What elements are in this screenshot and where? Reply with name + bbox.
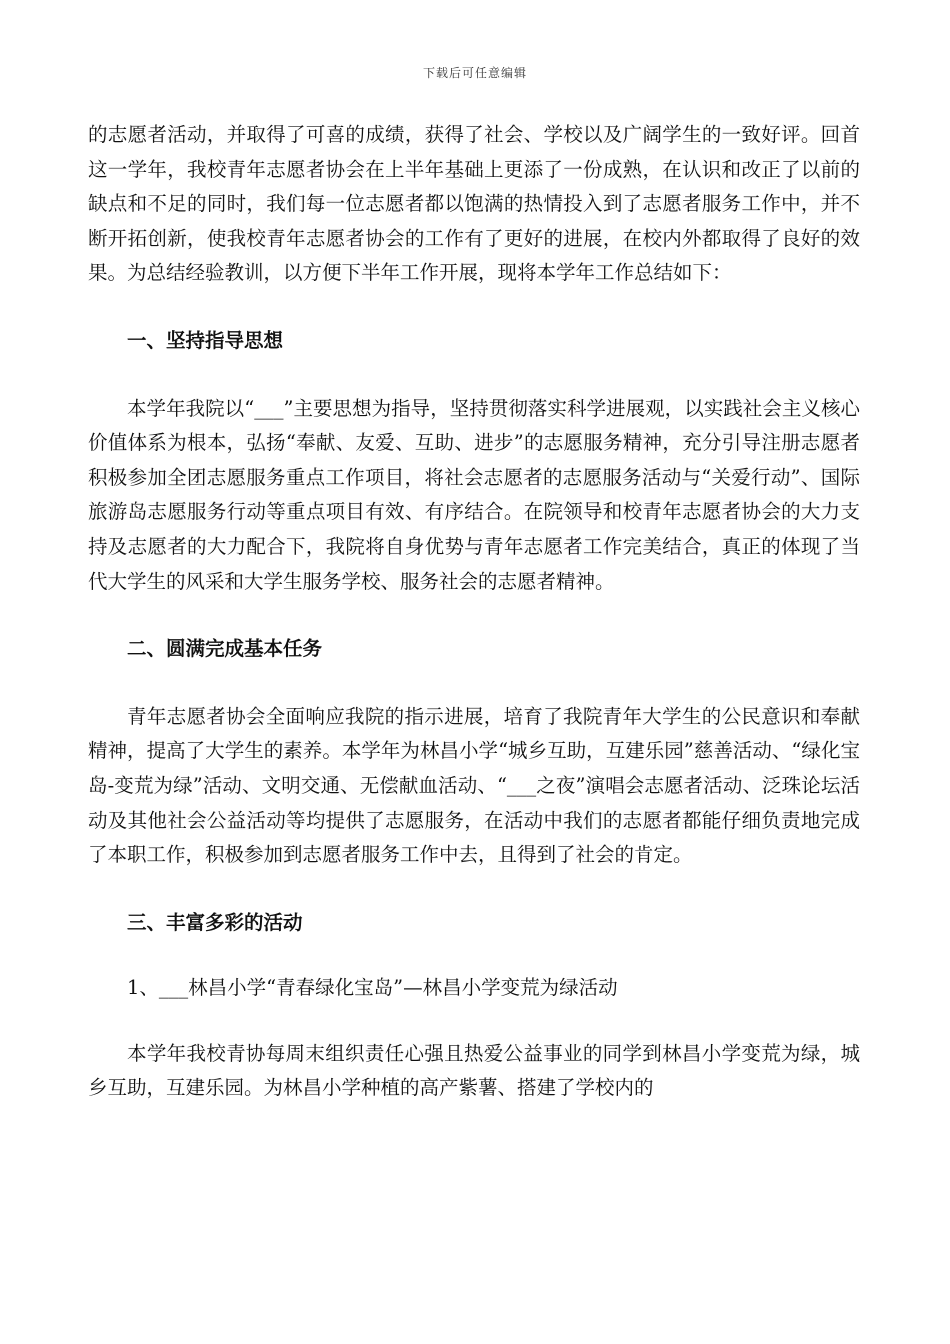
section-heading-3: 三、丰富多彩的活动 bbox=[127, 910, 303, 934]
subsection-1-paragraph: 本学年我校青协每周末组织责任心强且热爱公益事业的同学到林昌小学变荒为绿，城乡互助，互建乐园。为林昌小学种植的高产紫薯、搭建了学校内的 bbox=[88, 1041, 860, 1100]
page-header: 下载后可任意编辑 bbox=[422, 66, 527, 80]
intro-paragraph: 的志愿者活动，并取得了可喜的成绩，获得了社会、学校以及广阔学生的一致好评。回首这一学年，我校青年志愿者协会在上半年基础上更添了一份成熟，在认识和改正了以前的缺点和不足的同时，我们每一位志愿者都以饱满的热情投入到了志愿者服务工作中，并不断开拓创新，使我校青年志愿者协会的工作有了更好的进展，在校内外都取得了良好的效果。为总结经验教训，以方便下半年工作开展，现将本学年工作总结如下： bbox=[88, 123, 860, 285]
document-body bbox=[88, 118, 860, 1106]
subsection-heading-1: 1、___林昌小学“青春绿化宝岛”—林昌小学变荒为绿活动 bbox=[127, 976, 618, 1000]
section-heading-1: 一、坚持指导思想 bbox=[127, 328, 284, 352]
section-1-paragraph: 本学年我院以“___”主要思想为指导，坚持贯彻落实科学进展观，以实践社会主义核心价值体系为根本，弘扬“奉献、友爱、互助、进步”的志愿服务精神，充分引导注册志愿者积极参加全团志愿服务重点工作项目，将社会志愿者的志愿服务活动与“关爱行动”、国际旅游岛志愿服务行动等重点项目有效、有序结合。在院领导和校青年志愿者协会的大力支持及志愿者的大力配合下，我院将自身优势与青年志愿者工作完美结合，真正的体现了当代大学生的风采和大学生服务学校、服务社会的志愿者精神。 bbox=[88, 396, 860, 593]
section-2-paragraph: 青年志愿者协会全面响应我院的指示进展，培育了我院青年大学生的公民意识和奉献精神，提高了大学生的素养。本学年为林昌小学“城乡互助，互建乐园”慈善活动、“绿化宝岛-变荒为绿”活动、文明交通、无偿献血活动、“___之夜”演唱会志愿者活动、泛珠论坛活动及其他社会公益活动等均提供了志愿服务，在活动中我们的志愿者都能仔细负责地完成了本职工作，积极参加到志愿者服务工作中去，且得到了社会的肯定。 bbox=[88, 704, 860, 867]
section-heading-2: 二、圆满完成基本任务 bbox=[127, 637, 323, 661]
